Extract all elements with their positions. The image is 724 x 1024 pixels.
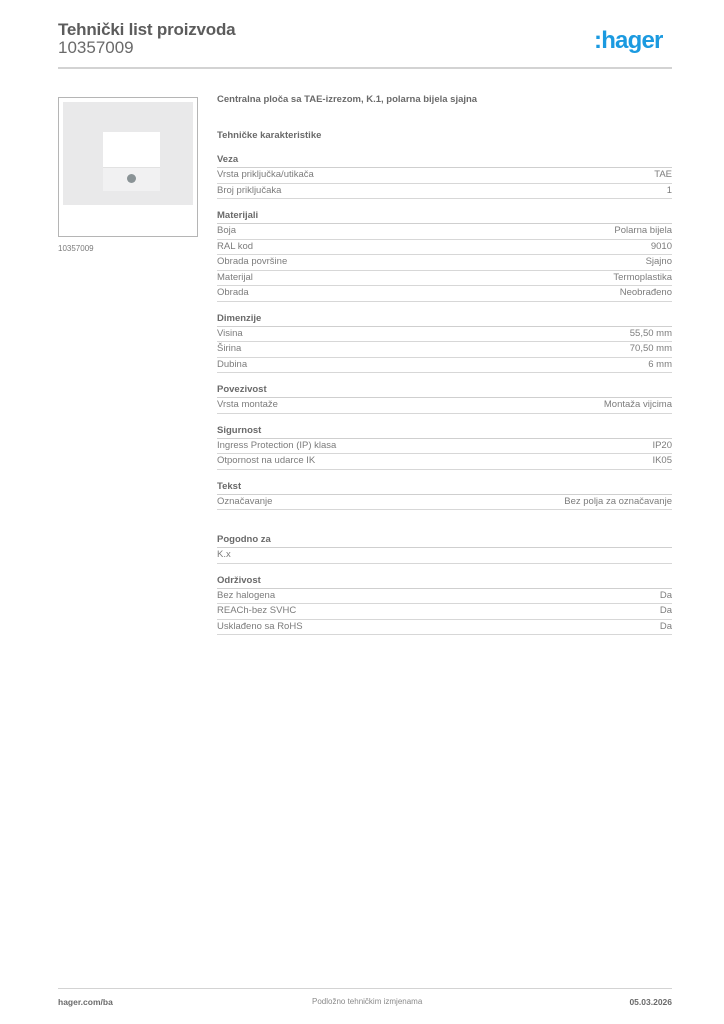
spec-label: Obrada površine: [217, 256, 288, 267]
spec-row: [217, 271, 672, 287]
header-title: Tehnički list proizvoda: [58, 20, 236, 39]
spec-label: Vrsta montaže: [217, 399, 278, 410]
spec-value: TAE: [654, 169, 672, 180]
product-description: Centralna ploča sa TAE-izrezom, K.1, polarna bijela sjajna: [217, 94, 478, 105]
section-dimenzije: [217, 312, 672, 374]
spec-row: [217, 168, 672, 184]
spec-label: Materijal: [217, 271, 253, 283]
image-caption: 10357009: [58, 244, 94, 253]
spec-label: Usklađeno sa RoHS: [217, 620, 303, 632]
spec-value: 6 mm: [648, 358, 672, 370]
section-title: Povezivost: [217, 383, 672, 398]
spec-value: Polarna bijela: [614, 225, 672, 236]
spec-row: [217, 240, 672, 256]
header-divider: [58, 67, 672, 69]
spec-value: 70,50 mm: [629, 343, 672, 354]
product-code: 10357009: [58, 38, 134, 57]
spec-row: [217, 454, 672, 470]
section-pogodno-za: [217, 533, 672, 564]
spec-row: [217, 255, 672, 271]
spec-label: REACh-bez SVHC: [217, 605, 297, 616]
spec-label: RAL kod: [217, 240, 254, 252]
section-title: Tekst: [217, 480, 672, 495]
spec-row: [217, 342, 672, 358]
spec-row: [217, 184, 672, 200]
indicator-dot-icon: [127, 174, 136, 183]
section-tekst: [217, 480, 672, 511]
spec-value: Termoplastika: [613, 271, 672, 283]
section-veza: [217, 153, 672, 199]
spec-label: Ingress Protection (IP) klasa: [217, 439, 337, 451]
spec-value: 55,50 mm: [629, 327, 672, 339]
spec-value: Montaža vijcima: [603, 399, 672, 410]
spec-label: Obrada: [217, 287, 249, 298]
spec-value: IK05: [652, 455, 672, 466]
spec-value: Da: [659, 589, 672, 601]
hager-logo: :hager: [594, 27, 663, 54]
spec-value: Neobrađeno: [619, 287, 672, 298]
label-strip: [103, 167, 160, 191]
spec-label: K.x: [217, 549, 231, 560]
spec-value: Da: [659, 620, 672, 632]
footer-website: hager.com/ba: [58, 997, 113, 1007]
spec-value: IP20: [652, 439, 672, 451]
spec-row: [217, 589, 672, 605]
spec-row: [217, 604, 672, 620]
spec-label: Otpornost na udarce IK: [217, 455, 316, 466]
footer-divider: [58, 988, 672, 989]
spec-value: 9010: [650, 240, 672, 252]
spec-label: Dubina: [217, 358, 248, 370]
spec-row: [217, 224, 672, 240]
spec-row: [217, 358, 672, 374]
spec-value: Sjajno: [645, 256, 672, 267]
spec-value: Bez polja za označavanje: [564, 495, 672, 507]
section-sigurnost: [217, 424, 672, 470]
spec-content: [217, 93, 672, 635]
spec-row: [217, 620, 672, 636]
spec-row: [217, 495, 672, 511]
section-title: Održivost: [217, 574, 672, 589]
spec-label: Bez halogena: [217, 589, 276, 601]
spec-row: [217, 327, 672, 343]
product-image: [58, 97, 198, 237]
spec-row: [217, 548, 672, 564]
footer-date: 05.03.2026: [629, 997, 672, 1007]
spec-row: [217, 286, 672, 302]
spec-label: Boja: [217, 225, 237, 236]
spec-row: [217, 439, 672, 455]
spec-label: Vrsta priključka/utikača: [217, 169, 314, 180]
spec-value: 1: [666, 184, 672, 196]
cover-plate: [63, 102, 193, 205]
section-title: Sigurnost: [217, 424, 672, 439]
section-materijali: [217, 209, 672, 302]
section-title: Dimenzije: [217, 312, 672, 327]
tech-characteristics-title: Tehničke karakteristike: [217, 130, 322, 141]
tae-cutout: [103, 132, 160, 167]
spec-label: Visina: [217, 327, 243, 339]
section-title: Veza: [217, 153, 672, 168]
spec-value: Da: [659, 605, 672, 616]
section-title: Materijali: [217, 209, 672, 224]
spec-label: Širina: [217, 343, 242, 354]
spec-row: [217, 398, 672, 414]
footer-notice: Podložno tehničkim izmjenama: [312, 997, 423, 1006]
section-odrzivost: [217, 574, 672, 636]
section-povezivost: [217, 383, 672, 414]
spec-label: Označavanje: [217, 495, 273, 507]
spec-label: Broj priključaka: [217, 184, 282, 196]
section-title: Pogodno za: [217, 533, 672, 548]
